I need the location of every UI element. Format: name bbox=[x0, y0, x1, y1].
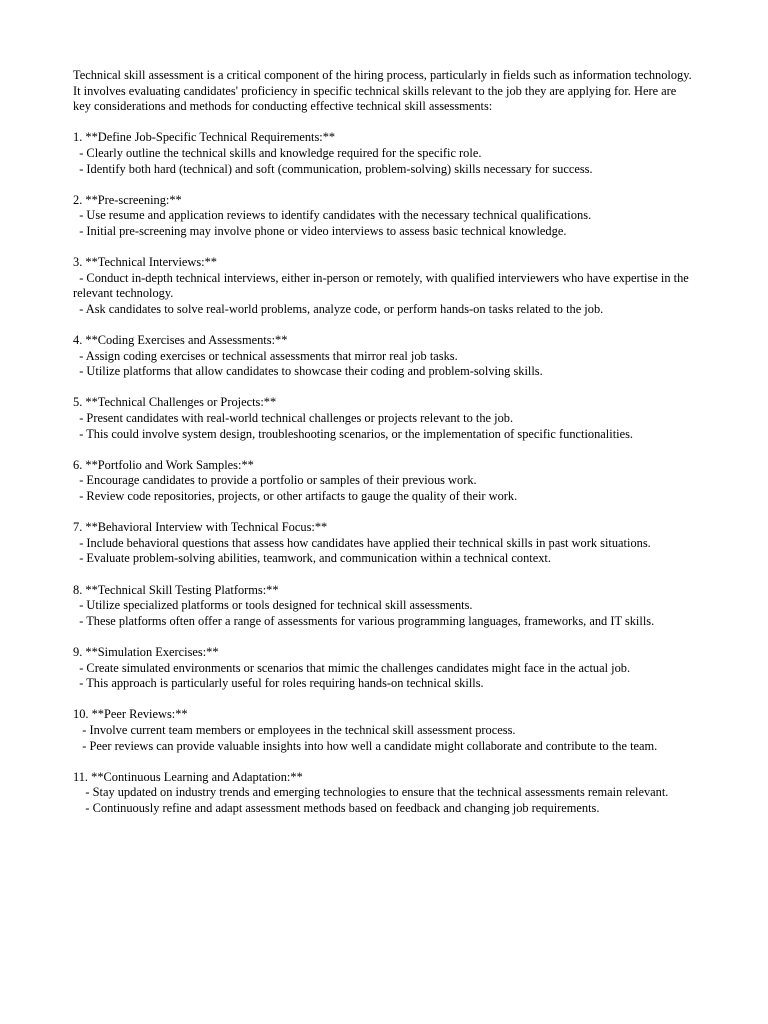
section-title: 4. **Coding Exercises and Assessments:** bbox=[73, 333, 288, 348]
section-3 bbox=[73, 255, 693, 317]
bullet-item: - Continuously refine and adapt assessment methods based on feedback and changing job requirements. bbox=[73, 800, 600, 815]
section-title: 11. **Continuous Learning and Adaptation:** bbox=[73, 769, 303, 784]
bullet-item: - Present candidates with real-world technical challenges or projects relevant to the job. bbox=[73, 411, 514, 426]
section-7 bbox=[73, 520, 693, 567]
section-9 bbox=[73, 645, 693, 692]
bullet-item: - Utilize specialized platforms or tools designed for technical skill assessments. bbox=[73, 598, 473, 613]
section-title: 2. **Pre-screening:** bbox=[73, 192, 182, 207]
section-6 bbox=[73, 458, 693, 505]
bullet-item: - Include behavioral questions that assess how candidates have applied their technical skills in past work situations. bbox=[73, 535, 651, 550]
bullet-item: - Stay updated on industry trends and emerging technologies to ensure that the technical assessments remain relevant. bbox=[73, 785, 669, 800]
bullet-item: - This approach is particularly useful for roles requiring hands-on technical skills. bbox=[73, 676, 484, 691]
section-11 bbox=[73, 770, 693, 817]
section-2 bbox=[73, 193, 693, 240]
bullet-item: - Encourage candidates to provide a portfolio or samples of their previous work. bbox=[73, 473, 477, 488]
section-title: 7. **Behavioral Interview with Technical Focus:** bbox=[73, 520, 328, 535]
bullet-item: - Involve current team members or employees in the technical skill assessment process. bbox=[73, 722, 516, 737]
section-1 bbox=[73, 130, 693, 177]
section-4 bbox=[73, 333, 693, 380]
section-5 bbox=[73, 395, 693, 442]
bullet-item: - Review code repositories, projects, or other artifacts to gauge the quality of their work. bbox=[73, 489, 518, 504]
bullet-item: - Clearly outline the technical skills and knowledge required for the specific role. bbox=[73, 145, 482, 160]
section-title: 5. **Technical Challenges or Projects:** bbox=[73, 395, 277, 410]
bullet-item: - Identify both hard (technical) and soft (communication, problem-solving) skills necessary for success. bbox=[73, 161, 593, 176]
section-10 bbox=[73, 707, 693, 754]
bullet-item: - Create simulated environments or scenarios that mimic the challenges candidates might face in the actual job. bbox=[73, 660, 631, 675]
section-title: 10. **Peer Reviews:** bbox=[73, 707, 188, 722]
bullet-item: - Assign coding exercises or technical assessments that mirror real job tasks. bbox=[73, 348, 458, 363]
bullet-item: - Conduct in-depth technical interviews, either in-person or remotely, with qualified interviewers who have expertise in the relevant technology. bbox=[73, 270, 692, 301]
bullet-item: - Peer reviews can provide valuable insights into how well a candidate might collaborate and contribute to the team. bbox=[73, 738, 658, 753]
section-title: 6. **Portfolio and Work Samples:** bbox=[73, 457, 254, 472]
bullet-item: - Ask candidates to solve real-world problems, analyze code, or perform hands-on tasks related to the job. bbox=[73, 301, 604, 316]
bullet-item: - These platforms often offer a range of assessments for various programming languages, frameworks, and IT skills. bbox=[73, 613, 655, 628]
section-title: 9. **Simulation Exercises:** bbox=[73, 644, 219, 659]
bullet-item: - Utilize platforms that allow candidates to showcase their coding and problem-solving skills. bbox=[73, 364, 543, 379]
bullet-item: - Use resume and application reviews to identify candidates with the necessary technical qualifications. bbox=[73, 208, 592, 223]
document-page bbox=[73, 68, 693, 817]
section-title: 3. **Technical Interviews:** bbox=[73, 255, 217, 270]
section-title: 8. **Technical Skill Testing Platforms:** bbox=[73, 582, 279, 597]
intro-paragraph: Technical skill assessment is a critical component of the hiring process, particularly in fields such as information technology. It involves evaluating candidates' proficiency in specific technical skills relevant to the job they are applying for. Here are key considerations and methods for conducting effective technical skill assessments: bbox=[73, 68, 692, 114]
section-title: 1. **Define Job-Specific Technical Requirements:** bbox=[73, 130, 336, 145]
bullet-item: - Evaluate problem-solving abilities, teamwork, and communication within a technical context. bbox=[73, 551, 551, 566]
bullet-item: - This could involve system design, troubleshooting scenarios, or the implementation of specific functionalities. bbox=[73, 426, 634, 441]
section-8 bbox=[73, 583, 693, 630]
bullet-item: - Initial pre-screening may involve phone or video interviews to assess basic technical knowledge. bbox=[73, 223, 567, 238]
